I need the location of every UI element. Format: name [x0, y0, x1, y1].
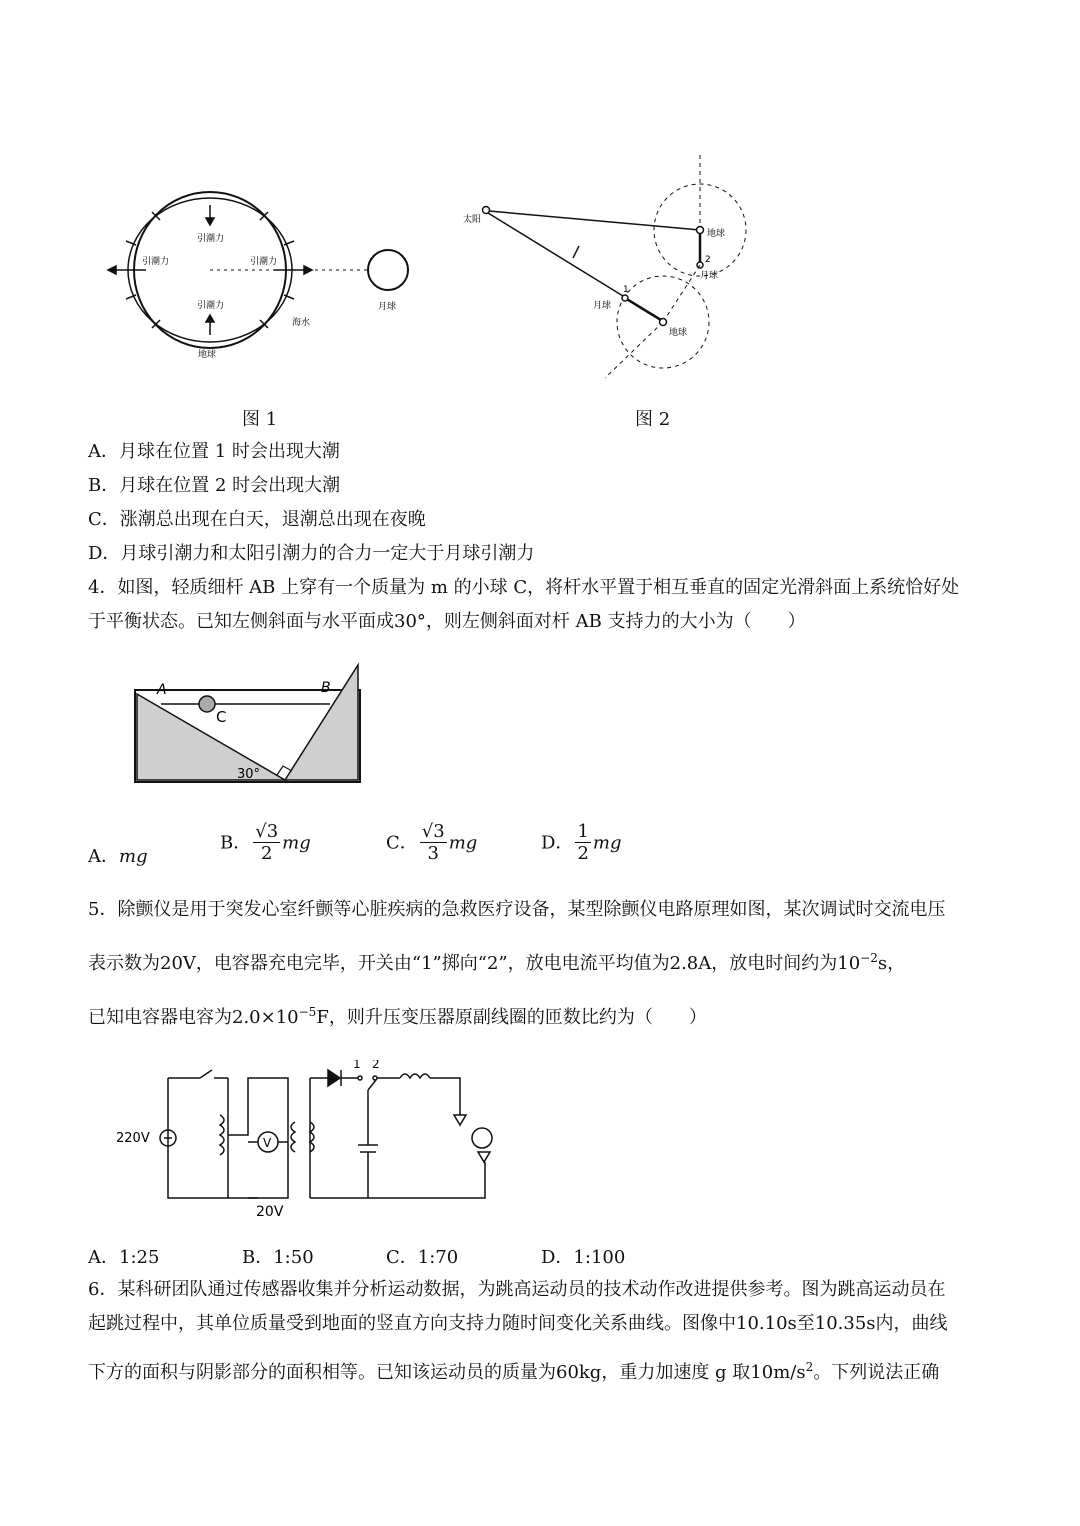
moon-label: 月球: [378, 302, 397, 312]
voltmeter-symbol: V: [263, 1136, 272, 1150]
q4-diagram: [125, 660, 370, 790]
q5-option-d: D．1:100: [541, 1247, 626, 1268]
pos-1-label: 1: [623, 285, 629, 295]
moon-dot-1: [622, 295, 628, 301]
q5-option-a: A．1:25: [88, 1247, 160, 1268]
q3-option-a: A．月球在位置 1 时会出现大潮: [88, 441, 340, 462]
pos-2-label: 2: [705, 255, 711, 265]
tidal-label-top: 引潮力: [197, 234, 225, 244]
switch-pos-1-label: 1: [353, 1060, 361, 1071]
earth-label-1: 地球: [669, 328, 688, 338]
q6-stem-line2: 起跳过程中，其单位质量受到地面的竖直方向支持力随时间变化关系曲线。图像中10.10s至10.35s内，曲线: [88, 1313, 948, 1334]
source-voltage-label: 220V: [116, 1131, 150, 1146]
q3-option-d: D．月球引潮力和太阳引潮力的合力一定大于月球引潮力: [88, 543, 535, 564]
moon-circle: [368, 250, 408, 290]
ball-c: [199, 696, 215, 712]
earth-label: 地球: [198, 350, 217, 360]
q6-stem-line3: 下方的面积与阴影部分的面积相等。已知该运动员的质量为60kg，重力加速度 g 取$10m/s^2$。下列说法正确: [88, 1360, 940, 1383]
label-a: A: [157, 682, 167, 698]
q5-option-b: B．1:50: [242, 1247, 314, 1268]
q4-stem-line1: 4．如图，轻质细杆 AB 上穿有一个质量为 m 的小球 C，将杆水平置于相互垂直的固定光滑斜面上系统恰好处: [88, 577, 960, 598]
figure-1: [100, 175, 430, 365]
q3-option-c: C．涨潮总出现在白天，退潮总出现在夜晚: [88, 509, 426, 530]
earth-dot-2: [697, 227, 704, 234]
q4-stem-line2: 于平衡状态。已知左侧斜面与水平面成30°，则左侧斜面对杆 AB 支持力的大小为（ ）: [88, 611, 806, 632]
tidal-label-right: 引潮力: [250, 257, 278, 267]
figure-1-caption: 图 1: [242, 409, 278, 430]
seawater-label: 海水: [292, 318, 311, 328]
moon-label-2: 月球: [700, 271, 719, 281]
q6-stem-line1: 6．某科研团队通过传感器收集并分析运动数据，为跳高运动员的技术动作改进提供参考。图为跳高运动员在: [88, 1279, 946, 1300]
sun-moon-line: [488, 213, 623, 296]
q5-stem-line1: 5．除颤仪是用于突发心室纤颤等心脏疾病的急救医疗设备，某型除颤仪电路原理如图，某次调试时交流电压: [88, 899, 946, 920]
earth-label-2: 地球: [707, 229, 726, 239]
tidal-label-bottom: 引潮力: [197, 301, 225, 311]
switch-pos-2-label: 2: [372, 1060, 380, 1071]
q5-stem-line3: 已知电容器电容为$2.0\times 10^{-5}F$，则升压变压器原副线圈的匝数比约为（ ）: [88, 1005, 707, 1028]
q4-option-b: B． $\frac{√3}{2}$ mg: [220, 821, 311, 864]
q5-option-c: C．1:70: [386, 1247, 459, 1268]
q4-option-c: C． $\frac{√3}{3}$ mg: [386, 821, 478, 864]
q5-stem-line2: 表示数为20V，电容器充电完毕，开关由“1”掷向“2”，放电电流平均值为2.8A，放电时间约为$10^{-2}s$，: [88, 951, 906, 974]
sun-earth-line: [489, 211, 700, 230]
figure-2-caption: 图 2: [635, 409, 671, 430]
figure-2: [455, 150, 765, 385]
label-c: C: [216, 708, 227, 726]
q5-circuit-diagram: [110, 1060, 510, 1220]
meter-voltage-label: 20V: [256, 1204, 284, 1220]
q4-option-d: D． $\frac{1}{2}$ mg: [541, 821, 622, 864]
tidal-label-left: 引潮力: [142, 257, 170, 267]
angle-label: 30°: [237, 767, 261, 782]
moon-label-1: 月球: [593, 301, 612, 311]
q3-option-b: B．月球在位置 2 时会出现大潮: [88, 475, 341, 496]
label-b: B: [321, 680, 331, 696]
sun-label: 太阳: [463, 215, 482, 225]
q4-option-a: A．mg: [88, 846, 148, 867]
